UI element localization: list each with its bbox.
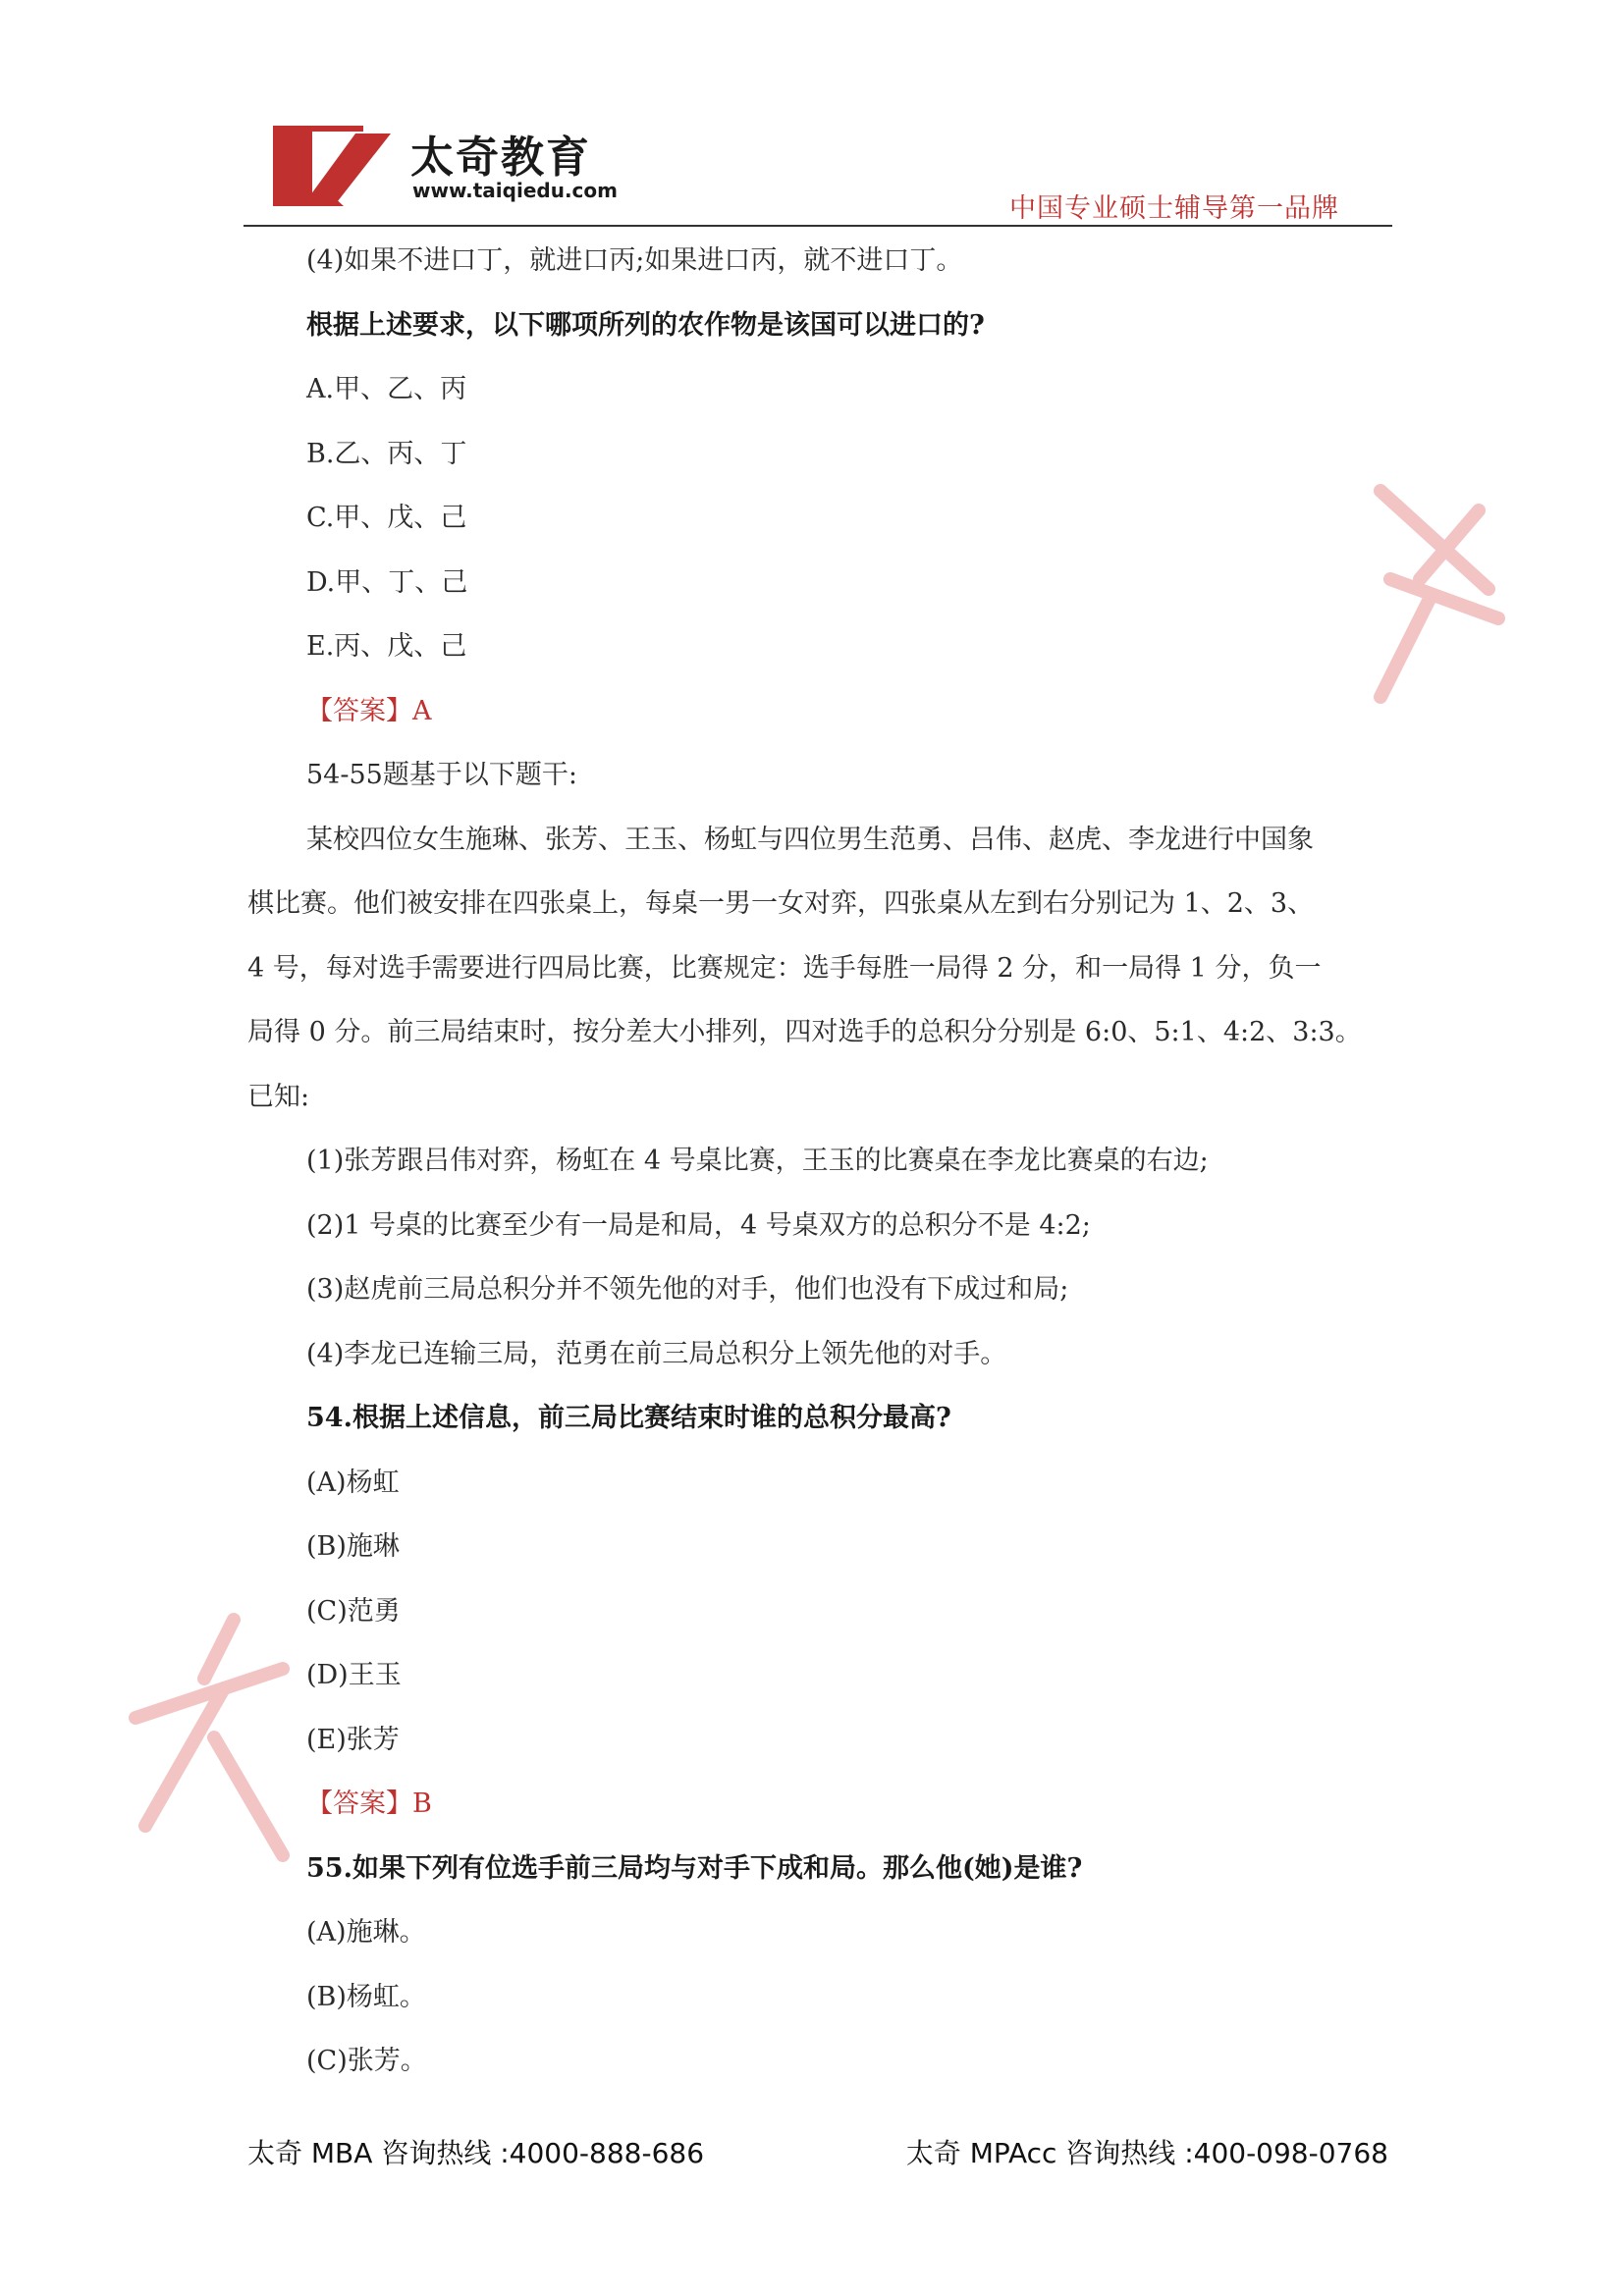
option-53-c: C.甲、戊、己 [306,503,467,533]
answer-54 [306,1785,432,1824]
option-53-b: B.乙、丙、丁 [306,439,467,469]
known-condition-2: (2)1 号桌的比赛至少有一局是和局，4 号桌双方的总积分不是 4:2; [306,1210,1091,1241]
option-54-c: (C)范勇 [306,1596,401,1627]
question-54-text: 54.根据上述信息，前三局比赛结束时谁的总积分最高? [306,1403,951,1433]
option-55-c: (C)张芳。 [306,2046,427,2076]
taiqi-logo-icon [273,126,391,206]
header-divider [244,225,1392,227]
answer-54-value: B [412,1789,432,1819]
condition-4-text: (4)如果不进口丁，就进口丙;如果进口丙，就不进口丁。 [306,245,963,276]
watermark-left-icon [116,1610,302,1865]
brand-name: 太奇教育 [410,133,591,183]
group-intro-text: 54-55题基于以下题干: [306,760,577,790]
option-54-a: (A)杨虹 [306,1468,400,1498]
watermark-right-icon [1361,471,1508,707]
option-55-b: (B)杨虹。 [306,1982,426,2012]
option-53-e: E.丙、戊、己 [306,631,467,662]
option-54-d: (D)王玉 [306,1660,402,1690]
footer-mpacc-hotline: 太奇 MPAcc 咨询热线 :400-098-0768 [905,2137,1388,2169]
stem-line-4: 局得 0 分。前三局结束时，按分差大小排列，四对选手的总积分分别是 6:0、5:1、4:2、3:3。 [247,1017,1362,1047]
answer-54-label: 【答案】 [306,1789,412,1819]
question-55-text: 55.如果下列有位选手前三局均与对手下成和局。那么他(她)是谁? [306,1853,1083,1884]
option-54-b: (B)施琳 [306,1531,400,1562]
answer-53 [306,692,432,731]
answer-53-label: 【答案】 [306,696,412,726]
footer-mba-hotline: 太奇 MBA 咨询热线 :4000-888-686 [247,2137,705,2169]
option-53-d: D.甲、丁、己 [306,567,468,598]
stem-line-5: 已知: [247,1082,310,1112]
stem-line-2: 棋比赛。他们被安排在四张桌上，每桌一男一女对弈，四张桌从左到右分别记为 1、2、3、 [247,888,1315,919]
known-condition-4: (4)李龙已连输三局，范勇在前三局总积分上领先他的对手。 [306,1339,1007,1369]
option-53-a: A.甲、乙、丙 [306,374,467,404]
question-53-text: 根据上述要求，以下哪项所列的农作物是该国可以进口的? [306,310,985,341]
header-slogan: 中国专业硕士辅导第一品牌 [1009,193,1339,224]
known-condition-1: (1)张芳跟吕伟对弈，杨虹在 4 号桌比赛，王玉的比赛桌在李龙比赛桌的右边; [306,1146,1209,1176]
stem-line-3: 4 号，每对选手需要进行四局比赛，比赛规定：选手每胜一局得 2 分，和一局得 1 分，负一 [247,953,1322,984]
brand-url: www.taiqiedu.com [412,179,618,202]
known-condition-3: (3)赵虎前三局总积分并不领先他的对手，他们也没有下成过和局; [306,1274,1069,1305]
stem-line-1: 某校四位女生施琳、张芳、王玉、杨虹与四位男生范勇、吕伟、赵虎、李龙进行中国象 [306,825,1314,855]
answer-53-value: A [412,696,432,726]
option-55-a: (A)施琳。 [306,1917,426,1948]
option-54-e: (E)张芳 [306,1725,400,1755]
